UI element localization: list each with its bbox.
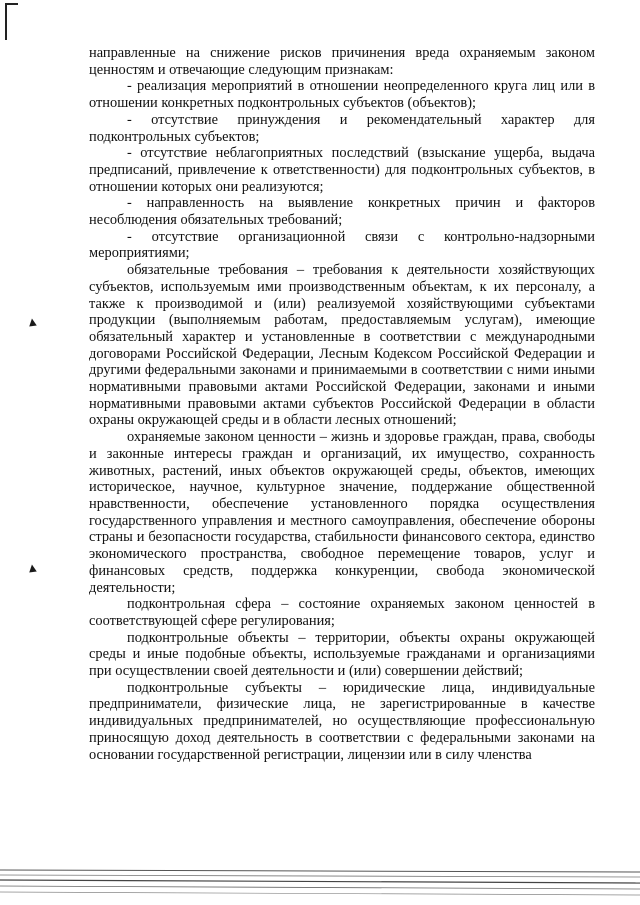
paragraph-4: - отсутствие неблагоприятных последствий (взыскание ущерба, выдача предписаний, привлечение к ответственности) для подконтрольных субъектов, в отношении которых они реализуются;: [89, 145, 595, 195]
corner-bracket: [5, 3, 7, 40]
corner-bracket-top: [5, 3, 18, 5]
paragraph-7: обязательные требования – требования к деятельности хозяйствующих субъектов, используемым ими производственным объектам, к их персоналу, а также к производимой и (или) реализуемой хозяйствующими субъектами продукции (выполняемым работам, предоставляемым услугам), имеющие обязательный характер и установленные в соответствии с международными договорами Российской Федерации, Лесным Кодексом Российской Федерации и другими федеральными законами и принимаемыми в соответствии с ними иными нормативными правовыми актами Российской Федерации, законами и иными нормативными правовыми актами субъектов Российской Федерации в области охраны окружающей среды и в области лесных отношений;: [89, 262, 595, 429]
paragraph-8: охраняемые законом ценности – жизнь и здоровье граждан, права, свободы и законные интересы граждан и организаций, их имущество, сохранность животных, растений, иных объектов окружающей среды, объектов, имеющих историческое, научное, культурное значение, поддержание общественной нравственности, обеспечение установленного порядка осуществления государственного управления и местного самоуправления, обеспечение обороны страны и безопасности государства, стабильности финансового сектора, единство экономического пространства, свободное перемещение товаров, услуг и финансовых средств, поддержка конкуренции, свобода экономической деятельности;: [89, 429, 595, 596]
paragraph-2: - реализация мероприятий в отношении неопределенного круга лиц или в отношении конкретных подконтрольных субъектов (объектов);: [89, 78, 595, 112]
paragraph-11: подконтрольные субъекты – юридические лица, индивидуальные предприниматели, физические лица, не зарегистрированные в качестве индивидуальных предпринимателей, но осуществляющие профессиональную приносящую доход деятельность в соответствии с федеральными законами на основании государственной регистрации, лицензии или в силу членства: [89, 679, 595, 763]
scan-edge-lines: [0, 868, 640, 898]
paragraph-9: подконтрольная сфера – состояние охраняемых законом ценностей в соответствующей сфере регулирования;: [89, 596, 595, 629]
paragraph-6: - отсутствие организационной связи с контрольно-надзорными мероприятиями;: [89, 228, 595, 262]
margin-mark: ▲: [24, 313, 40, 330]
document-body: [89, 45, 595, 763]
paragraph-10: подконтрольные объекты – территории, объекты охраны окружающей среды и иные подобные объекты, используемые гражданами и организациями при осуществлении своей деятельности и (или) совершении действий;: [89, 629, 595, 680]
paragraph-1: направленные на снижение рисков причинения вреда охраняемым законом ценностям и отвечающие следующим признакам:: [89, 45, 595, 78]
margin-mark: ▲: [24, 559, 40, 576]
paragraph-5: - направленность на выявление конкретных причин и факторов несоблюдения обязательных требований;: [89, 195, 595, 229]
paragraph-3: - отсутствие принуждения и рекомендательный характер для подконтрольных субъектов;: [89, 111, 595, 145]
